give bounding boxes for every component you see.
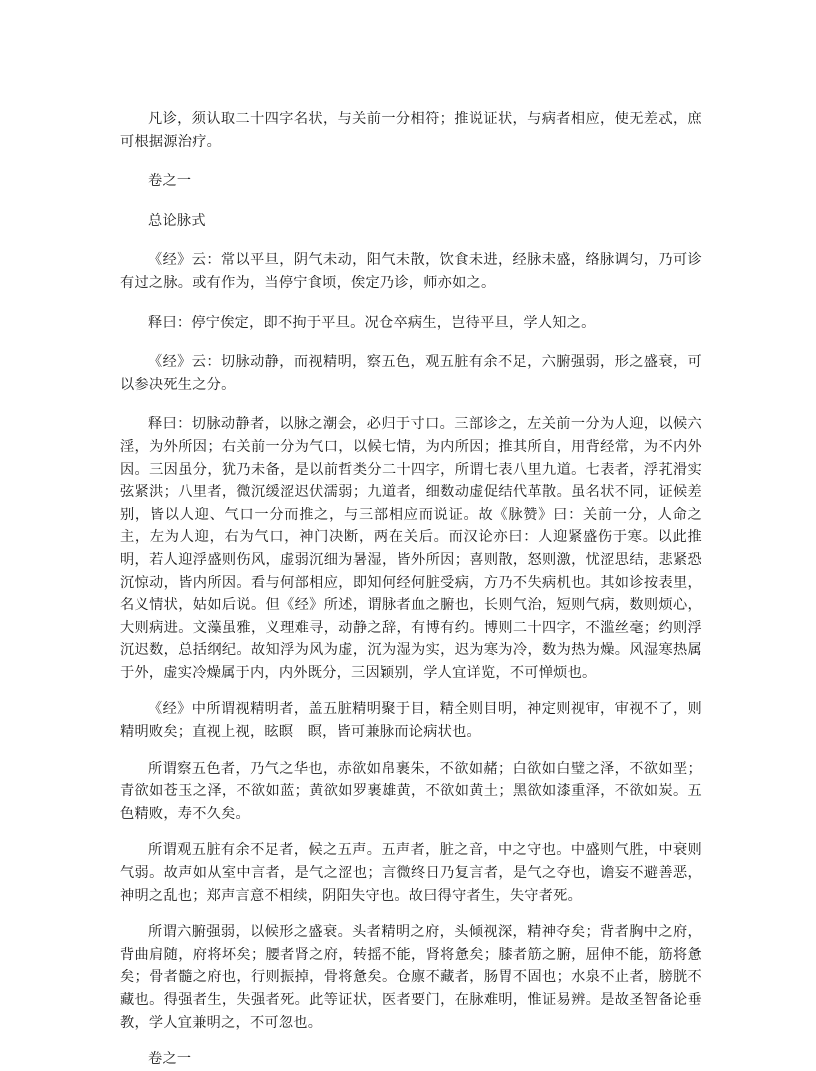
document-page <box>120 108 702 1071</box>
classic-quote-paragraph: 《经》云：常以平旦，阴气未动，阳气未散，饮食未进，经脉未盛，络脉调匀，乃可诊有过之脉。或有作为，当停宁食顷，俟定乃诊，师亦如之。 <box>120 252 702 291</box>
section-heading: 总论脉式 <box>148 212 206 229</box>
explanation-paragraph: 释曰：停宁俟定，即不拘于平旦。况仓卒病生，岂待平旦，学人知之。 <box>148 314 596 331</box>
classic-quote-paragraph: 《经》云：切脉动静，而视精明，察五色，观五脏有余不足，六腑强弱，形之盛衰，可以参决死生之分。 <box>120 354 702 393</box>
body-paragraph: 所谓六腑强弱，以候形之盛衰。头者精明之府，头倾视深，精神夺矣；背者胸中之府，背曲肩随，府将坏矣；腰者肾之府，转摇不能，肾将惫矣；膝者筋之腑，屈伸不能，筋将惫矣；骨者髓之府也，行则振掉，骨将惫矣。仓廪不藏者，肠胃不固也；水泉不止者，膀胱不藏也。得强者生，失强者死。此等证状，医者要门，在脉难明，惟证易辨。是故圣智备论垂教，学人宜兼明之，不可忽也。 <box>120 924 702 1031</box>
body-paragraph: 所谓观五脏有余不足者，候之五声。五声者，脏之音，中之守也。中盛则气胜，中衰则气弱。故声如从室中言者，是气之涩也；言微终日乃复言者，是气之夺也，谵妄不避善恶，神明之乱也；郑声言意不相续，阴阳失守也。故曰得守者生，失守者死。 <box>120 842 702 904</box>
intro-paragraph: 凡诊，须认取二十四字名状，与关前一分相符；推说证状，与病者相应，使无差忒，庶可根据源治疗。 <box>120 111 702 150</box>
body-paragraph: 《经》中所谓视精明者，盖五脏精明聚于目，精全则目明，神定则视审，审视不了，则精明败矣；直视上视，眩瞑 瞑，皆可兼脉而论病状也。 <box>120 701 702 741</box>
volume-heading: 卷之一 <box>148 173 192 190</box>
explanation-paragraph: 释曰：切脉动静者，以脉之潮会，必归于寸口。三部诊之，左关前一分为人迎，以候六淫，为外所因；右关前一分为气口，以候七情，为内所因；推其所自，用背经常，为不内外因。三因虽分，犹乃未备，是以前哲类分二十四字，所谓七表八里九道。七表者，浮芤滑实弦紧洪；八里者，微沉缓涩迟伏濡弱；九道者，细数动虚促结代革散。虽名状不同，证候差别，皆以人迎、气口一分而推之，与三部相应而说证。故《脉赞》曰：关前一分，人命之主，左为人迎，右为气口，神门决断，两在关后。而汉论亦曰：人迎紧盛伤于寒。以此推明，若人迎浮盛则伤风，虚弱沉细为暑湿，皆外所因；喜则散，怒则激，忧涩思结，悲紧恐沉惊动，皆内所因。看与何部相应，即知何经何脏受病，方乃不失病机也。其如诊按表里，名义情状，姑如后说。但《经》所述，谓脉者血之腑也，长则气治，短则气病，数则烦心，大则病进。文藻虽雅，义理难寻，动静之辞，有博有约。博则二十四字，不滥丝毫；约则浮沉迟数，总括纲纪。故知浮为风为虚，沉为湿为实，迟为寒为冷，数为热为燥。风湿寒热属于外，虚实冷燥属于内，内外既分，三因颖别，学人宜详览，不可惮烦也。 <box>120 416 702 681</box>
volume-heading: 卷之一 <box>148 1051 192 1068</box>
body-paragraph: 所谓察五色者，乃气之华也，赤欲如帛裹朱，不欲如赭；白欲如白璧之泽，不欲如垩；青欲如苍玉之泽，不欲如蓝；黄欲如罗裹雄黄，不欲如黄土；黑欲如漆重泽，不欲如炭。五色精败，寿不久矣。 <box>120 760 702 822</box>
